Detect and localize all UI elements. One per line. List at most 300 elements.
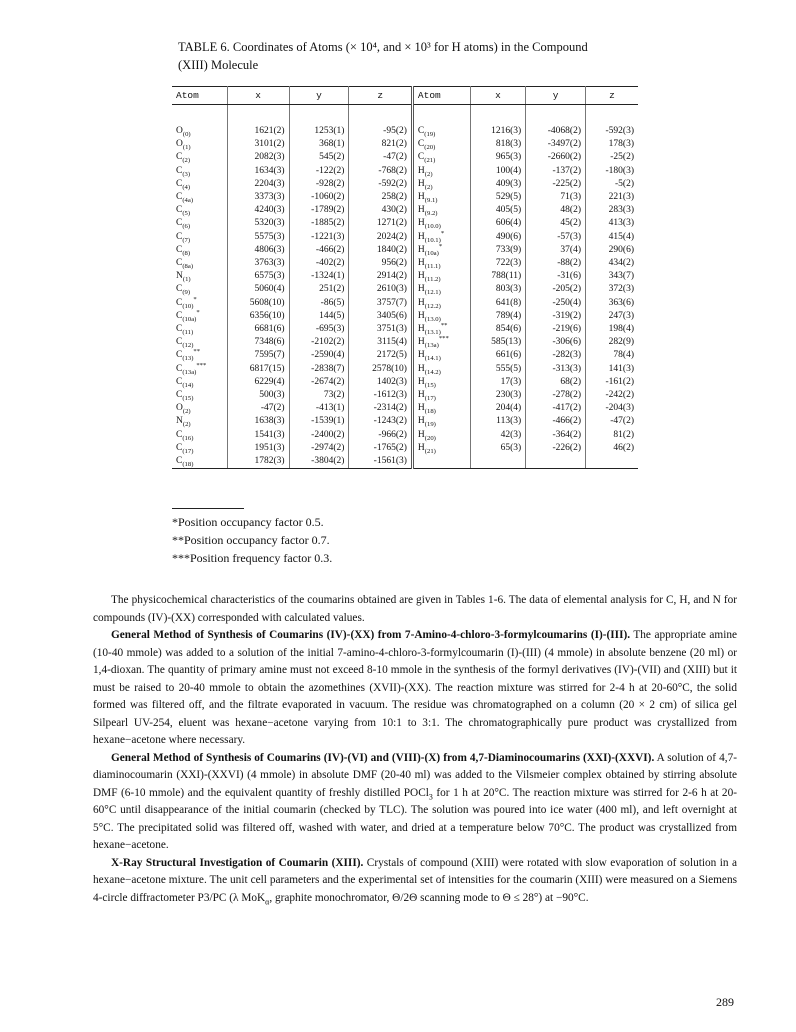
cell-atom <box>172 151 227 164</box>
atom-subscript: (21) <box>424 157 436 165</box>
caption-line-2: (XIII) Molecule <box>178 58 259 72</box>
cell-y-2: 37(4) <box>526 244 586 257</box>
coordinates-table <box>172 86 638 469</box>
atom-subscript: (21) <box>424 447 436 455</box>
cell-z-2: 81(2) <box>613 429 634 440</box>
cell-y: -2102(2) <box>289 336 349 349</box>
cell-atom-2 <box>412 270 470 283</box>
table-body <box>172 105 638 469</box>
cell-y: -928(2) <box>289 178 349 191</box>
atom-symbol: H <box>417 165 425 176</box>
atom-symbol: C <box>417 126 425 136</box>
cell-x-2: 733(9) <box>470 244 525 257</box>
paragraph-2 <box>93 627 737 750</box>
table-row <box>172 204 638 217</box>
table-row <box>172 270 638 283</box>
table-row <box>172 283 638 296</box>
cell-z-2: 282(9) <box>608 337 634 348</box>
cell-y-2: 68(2) <box>526 376 586 389</box>
cell-x: 6575(3) <box>227 270 289 283</box>
atom-symbol: C <box>176 178 183 189</box>
atom-subscript: (10.1) <box>424 236 441 244</box>
col-header-atom-2: Atom <box>412 87 470 105</box>
cell-x-2: 490(6) <box>470 231 525 244</box>
atom-symbol: C <box>176 165 183 176</box>
table-row <box>172 389 638 402</box>
cell-z-2: 434(2) <box>608 258 634 269</box>
cell-x: 4806(3) <box>227 244 289 257</box>
atom-subscript: (15) <box>182 394 194 402</box>
cell-y: -695(3) <box>289 323 349 336</box>
paragraph-4-subscript: α <box>265 896 270 906</box>
cell-x-2: 17(3) <box>470 376 525 389</box>
cell-z-2: 343(7) <box>608 271 634 282</box>
cell-y-2: -250(4) <box>526 297 586 310</box>
cell-z: 1402(3) <box>349 376 413 389</box>
footnote-2: **Position occupancy factor 0.7. <box>172 533 330 547</box>
cell-z: 2024(2) <box>349 231 413 244</box>
cell-y: -1789(2) <box>289 204 349 217</box>
atom-symbol: C <box>176 456 183 467</box>
cell-x: 6817(15) <box>227 363 289 376</box>
cell-x: 6681(6) <box>227 323 289 336</box>
paragraph-3 <box>93 750 737 855</box>
cell-atom <box>172 376 227 389</box>
cell-atom-2 <box>412 151 470 164</box>
atom-symbol: C <box>176 376 183 387</box>
cell-x-2: 230(3) <box>470 389 525 402</box>
table-row <box>172 178 638 191</box>
cell-x: 2204(3) <box>227 178 289 191</box>
cell-y-2: -3497(2) <box>526 138 586 151</box>
atom-symbol: C <box>176 231 183 242</box>
cell-y-2: -31(6) <box>526 270 586 283</box>
atom-subscript: (18) <box>182 460 194 468</box>
cell-x-2: 789(4) <box>470 310 525 323</box>
cell-z-2: -592(3) <box>605 126 634 136</box>
cell-y-2: 45(2) <box>526 217 586 230</box>
cell-atom <box>172 165 227 178</box>
table-row <box>172 442 638 455</box>
cell-atom-2 <box>412 349 470 362</box>
atom-subscript: (1) <box>182 144 191 152</box>
cell-atom-2 <box>412 455 470 469</box>
atom-subscript: (19) <box>424 421 436 429</box>
footnote-1: *Position occupancy factor 0.5. <box>172 515 324 529</box>
cell-x: 500(3) <box>227 389 289 402</box>
cell-y-2: -226(2) <box>526 442 586 455</box>
cell-x-2: 409(3) <box>470 178 525 191</box>
cell-x: -47(2) <box>227 402 289 415</box>
atom-subscript: (2) <box>182 408 191 416</box>
atom-subscript: (14) <box>182 381 194 389</box>
cell-atom-2 <box>412 204 470 217</box>
cell-y-2 <box>526 455 586 469</box>
cell-z: 956(2) <box>349 257 413 270</box>
atom-symbol: C <box>417 139 425 150</box>
table-row <box>172 363 638 376</box>
page-number: 289 <box>716 995 734 1009</box>
atom-subscript: (8a) <box>182 262 194 270</box>
cell-atom-2 <box>412 429 470 442</box>
cell-z: -768(2) <box>349 165 413 178</box>
cell-x-2: 641(8) <box>470 297 525 310</box>
cell-z: 2914(2) <box>349 270 413 283</box>
cell-x: 7348(6) <box>227 336 289 349</box>
atom-symbol: C <box>176 258 183 269</box>
cell-x-2: 100(4) <box>470 165 525 178</box>
cell-z-2: -5(2) <box>615 178 634 189</box>
atom-subscript: (2) <box>182 421 191 429</box>
paragraph-3-subscript: 3 <box>428 791 433 801</box>
cell-y: 73(2) <box>289 389 349 402</box>
cell-x-2: 854(6) <box>470 323 525 336</box>
cell-y: -2400(2) <box>289 429 349 442</box>
atom-subscript: (6) <box>182 223 191 231</box>
atom-subscript: (13a) <box>424 342 439 350</box>
atom-superscript: * <box>438 242 443 250</box>
cell-z-2: 372(3) <box>608 284 634 295</box>
atom-subscript: (2) <box>182 157 191 165</box>
cell-x: 5575(3) <box>227 231 289 244</box>
cell-z-2: 46(2) <box>613 442 634 453</box>
atom-subscript: (2) <box>424 183 433 191</box>
atom-subscript: (11.1) <box>424 262 441 270</box>
cell-atom-2 <box>412 336 470 349</box>
cell-x-2: 1216(3) <box>470 125 525 138</box>
cell-atom <box>172 231 227 244</box>
cell-atom <box>172 191 227 204</box>
atom-symbol: H <box>417 376 425 387</box>
cell-atom <box>172 217 227 230</box>
cell-z: 821(2) <box>349 138 413 151</box>
cell-z-2: 247(3) <box>608 310 634 321</box>
atom-subscript: (11.2) <box>424 276 441 284</box>
table-row <box>172 402 638 415</box>
cell-y: -413(1) <box>289 402 349 415</box>
cell-y-2: -4068(2) <box>526 125 586 138</box>
footnote-3: ***Position frequency factor 0.3. <box>172 551 333 565</box>
cell-atom <box>172 402 227 415</box>
caption-line-1: TABLE 6. Coordinates of Atoms (× 10⁴, and × 10³ for H atoms) in the Compound <box>178 40 588 54</box>
cell-z: 3757(7) <box>349 297 413 310</box>
atom-symbol: O <box>176 403 183 414</box>
atom-subscript: (10.0) <box>424 223 441 231</box>
atom-subscript: (3) <box>182 170 191 178</box>
cell-z: 1840(2) <box>349 244 413 257</box>
cell-z: 258(2) <box>349 191 413 204</box>
cell-x: 1634(3) <box>227 165 289 178</box>
atom-subscript: (13.1) <box>424 328 441 336</box>
cell-z-2: 413(3) <box>608 218 634 229</box>
cell-y-2: -282(3) <box>526 349 586 362</box>
atom-symbol: C <box>176 350 183 361</box>
atom-symbol: H <box>417 442 425 453</box>
cell-atom <box>172 323 227 336</box>
cell-x-2: 965(3) <box>470 151 525 164</box>
atom-superscript: *** <box>196 361 207 369</box>
atom-symbol: H <box>417 403 425 414</box>
cell-atom <box>172 270 227 283</box>
cell-atom <box>172 178 227 191</box>
paragraph-1-text: The physicochemical characteristics of the coumarins obtained are given in Tables 1-6. The data of elemental analysis for C, H, and N for compounds (IV)-(XX) corresponded with calculated values. <box>93 594 737 624</box>
cell-y: -466(2) <box>289 244 349 257</box>
cell-x-2: 722(3) <box>470 257 525 270</box>
cell-y-2: -278(2) <box>526 389 586 402</box>
cell-atom <box>172 244 227 257</box>
atom-superscript: * <box>196 308 200 316</box>
cell-x: 5060(4) <box>227 283 289 296</box>
cell-x: 1951(3) <box>227 442 289 455</box>
paragraph-3-heading: General Method of Synthesis of Coumarins (IV)-(VI) and (VIII)-(X) from 4,7-Diaminocoumarins (XXI)-(XXVI). <box>111 751 655 764</box>
atom-symbol: H <box>417 205 425 216</box>
atom-subscript: (4) <box>182 183 191 191</box>
cell-y: -1221(3) <box>289 231 349 244</box>
body-text <box>93 592 737 907</box>
table-spacer-row <box>172 105 638 126</box>
atom-subscript: (13.0) <box>424 315 441 323</box>
atom-symbol: H <box>417 324 425 335</box>
col-header-z: z <box>349 87 413 105</box>
cell-atom <box>172 138 227 151</box>
cell-x: 5608(10) <box>227 297 289 310</box>
cell-atom-2 <box>412 283 470 296</box>
atom-subscript: (14.2) <box>424 368 441 376</box>
cell-z: 3405(6) <box>349 310 413 323</box>
atom-subscript: (13) <box>182 355 194 363</box>
cell-y: -402(2) <box>289 257 349 270</box>
cell-x-2: 204(4) <box>470 402 525 415</box>
cell-x: 6229(4) <box>227 376 289 389</box>
cell-x: 2082(3) <box>227 151 289 164</box>
table-row <box>172 310 638 323</box>
atom-subscript: (12.1) <box>424 289 441 297</box>
cell-y: -1885(2) <box>289 217 349 230</box>
cell-x-2: 529(5) <box>470 191 525 204</box>
cell-y: -122(2) <box>289 165 349 178</box>
cell-z: 2172(5) <box>349 349 413 362</box>
cell-x: 3373(3) <box>227 191 289 204</box>
atom-subscript: (10) <box>182 302 194 310</box>
atom-symbol: C <box>176 205 183 216</box>
cell-y: -2838(7) <box>289 363 349 376</box>
cell-x-2: 42(3) <box>470 429 525 442</box>
atom-superscript: * <box>440 229 445 237</box>
table-footnotes <box>172 508 332 567</box>
table-row <box>172 217 638 230</box>
table-row <box>172 231 638 244</box>
cell-z-2: -25(2) <box>610 152 634 163</box>
cell-y: 368(1) <box>289 138 349 151</box>
atom-symbol: C <box>176 152 183 163</box>
atom-symbol: O <box>176 126 183 136</box>
atom-subscript: (10a) <box>424 249 439 257</box>
col-header-x-2: x <box>470 87 525 105</box>
table-row <box>172 336 638 349</box>
atom-symbol: H <box>417 416 425 427</box>
cell-z-2: -161(2) <box>605 376 634 387</box>
cell-z-2: 178(3) <box>608 139 634 150</box>
cell-atom <box>172 429 227 442</box>
cell-y-2: -319(2) <box>526 310 586 323</box>
cell-z: -1243(2) <box>349 415 413 428</box>
atom-symbol: H <box>417 310 425 321</box>
cell-x-2: 788(11) <box>470 270 525 283</box>
cell-atom-2 <box>412 138 470 151</box>
cell-z-2: 198(4) <box>608 324 634 335</box>
table-row <box>172 415 638 428</box>
cell-y: -3804(2) <box>289 455 349 469</box>
atom-symbol: H <box>417 192 425 203</box>
atom-subscript: (17) <box>424 394 436 402</box>
atom-symbol: C <box>176 390 183 401</box>
atom-symbol: C <box>176 442 183 453</box>
atom-symbol: H <box>417 284 425 295</box>
atom-superscript: ** <box>440 321 448 329</box>
atom-symbol: C <box>176 244 183 255</box>
cell-atom-2 <box>412 442 470 455</box>
cell-atom <box>172 257 227 270</box>
atom-subscript: (14.1) <box>424 355 441 363</box>
cell-atom <box>172 204 227 217</box>
cell-atom <box>172 442 227 455</box>
cell-x: 3763(3) <box>227 257 289 270</box>
cell-y-2: -2660(2) <box>526 151 586 164</box>
cell-y: -2674(2) <box>289 376 349 389</box>
atom-symbol: H <box>417 297 425 308</box>
cell-atom <box>172 310 227 323</box>
cell-z: 1271(2) <box>349 217 413 230</box>
cell-z-2: -204(3) <box>605 403 634 414</box>
col-header-x: x <box>227 87 289 105</box>
cell-y-2: -306(6) <box>526 336 586 349</box>
atom-symbol: C <box>176 284 183 295</box>
cell-y-2: -417(2) <box>526 402 586 415</box>
col-header-y: y <box>289 87 349 105</box>
atom-symbol: N <box>176 416 183 427</box>
paragraph-4-text-a: Crystals of compound (XIII) were rotated with slow evaporation of solution in a hexane−acetone mixture. The unit cell parameters and the experimental set of intensities for the coumarin (XIII) were measured on a Siemens 4-circle diffractometer P3/PC (λ MoK <box>93 856 738 904</box>
cell-x-2: 606(4) <box>470 217 525 230</box>
atom-subscript: (10a) <box>182 315 197 323</box>
paragraph-1 <box>93 592 737 627</box>
cell-atom-2 <box>412 389 470 402</box>
cell-z-2 <box>586 455 639 469</box>
table-caption <box>178 38 648 74</box>
table-row <box>172 297 638 310</box>
col-header-atom: Atom <box>172 87 227 105</box>
atom-symbol: H <box>417 337 425 348</box>
cell-x-2: 113(3) <box>470 415 525 428</box>
atom-subscript: (20) <box>424 144 436 152</box>
cell-z: -592(2) <box>349 178 413 191</box>
table-row <box>172 138 638 151</box>
table-row <box>172 376 638 389</box>
table-header-row <box>172 87 638 105</box>
cell-z-2: 78(4) <box>613 350 634 361</box>
cell-y: -2590(4) <box>289 349 349 362</box>
atom-symbol: H <box>417 271 425 282</box>
cell-y-2: -225(2) <box>526 178 586 191</box>
atom-subscript: (9.2) <box>424 210 438 218</box>
cell-y-2: -205(2) <box>526 283 586 296</box>
cell-x-2: 818(3) <box>470 138 525 151</box>
cell-z-2: -242(2) <box>605 390 634 401</box>
cell-atom-2 <box>412 244 470 257</box>
cell-atom <box>172 455 227 469</box>
atom-superscript: *** <box>438 335 449 343</box>
paragraph-2-heading: General Method of Synthesis of Coumarins (IV)-(XX) from 7-Amino-4-chloro-3-formylcoumarins (I)-(III). <box>111 629 631 641</box>
atom-subscript: (5) <box>182 210 191 218</box>
atom-subscript: (1) <box>182 276 191 284</box>
table-row <box>172 257 638 270</box>
cell-z-2: -180(3) <box>605 165 634 176</box>
atom-symbol: H <box>417 244 425 255</box>
atom-symbol: C <box>176 337 183 348</box>
cell-x: 7595(7) <box>227 349 289 362</box>
cell-y-2: -313(3) <box>526 363 586 376</box>
cell-x-2: 555(5) <box>470 363 525 376</box>
cell-y-2: -466(2) <box>526 415 586 428</box>
cell-y: -1539(1) <box>289 415 349 428</box>
cell-z-2: 221(3) <box>608 192 634 203</box>
atom-subscript: (2) <box>424 170 433 178</box>
cell-atom-2 <box>412 178 470 191</box>
table-row <box>172 455 638 469</box>
atom-symbol: H <box>417 350 425 361</box>
atom-subscript: (19) <box>424 130 436 138</box>
cell-z-2: 363(6) <box>608 297 634 308</box>
atom-subscript: (13a) <box>182 368 197 376</box>
cell-x: 6356(10) <box>227 310 289 323</box>
cell-atom-2 <box>412 402 470 415</box>
cell-z: -966(2) <box>349 429 413 442</box>
cell-x-2: 405(5) <box>470 204 525 217</box>
footnote-rule <box>172 508 244 509</box>
table-row <box>172 165 638 178</box>
cell-atom-2 <box>412 376 470 389</box>
cell-z: -2314(2) <box>349 402 413 415</box>
atom-symbol: C <box>176 363 183 374</box>
cell-atom-2 <box>412 165 470 178</box>
cell-y-2: -88(2) <box>526 257 586 270</box>
table-row <box>172 244 638 257</box>
cell-x-2: 803(3) <box>470 283 525 296</box>
paragraph-4-heading: X-Ray Structural Investigation of Coumarin (XIII). <box>111 856 364 869</box>
cell-atom <box>172 363 227 376</box>
cell-z: -1561(3) <box>349 455 413 469</box>
cell-x: 3101(2) <box>227 138 289 151</box>
col-header-z-2: z <box>586 87 639 105</box>
paragraph-4 <box>93 855 737 908</box>
cell-y-2: 71(3) <box>526 191 586 204</box>
atom-symbol: H <box>417 258 425 269</box>
cell-y-2: -364(2) <box>526 429 586 442</box>
atom-symbol: H <box>417 429 425 440</box>
paragraph-4-text-b: , graphite monochromator, Θ/2Θ scanning mode to Θ ≤ 28°) at −90°C. <box>269 891 589 904</box>
cell-z: 430(2) <box>349 204 413 217</box>
cell-z: -1765(2) <box>349 442 413 455</box>
atom-subscript: (16) <box>182 434 194 442</box>
atom-superscript: ** <box>193 348 201 356</box>
atom-symbol: H <box>417 363 425 374</box>
paragraph-3-text-b: for 1 h at 20°C. The reaction mixture was stirred for 2-6 h at 20-60°C until disappearance of the initial coumarin (checked by TLC). The solution was poured into ice water (400 ml), and left overnight at 5°C. The precipitated solid was filtered off, washed with water, and dried at a temperature below 70°C. The product was crystallized from hexane−acetone. <box>93 786 737 851</box>
cell-y-2: -219(6) <box>526 323 586 336</box>
cell-atom <box>172 389 227 402</box>
cell-z-2: 141(3) <box>608 363 634 374</box>
cell-x: 1782(3) <box>227 455 289 469</box>
cell-x: 1638(3) <box>227 415 289 428</box>
atom-subscript: (0) <box>182 130 191 138</box>
